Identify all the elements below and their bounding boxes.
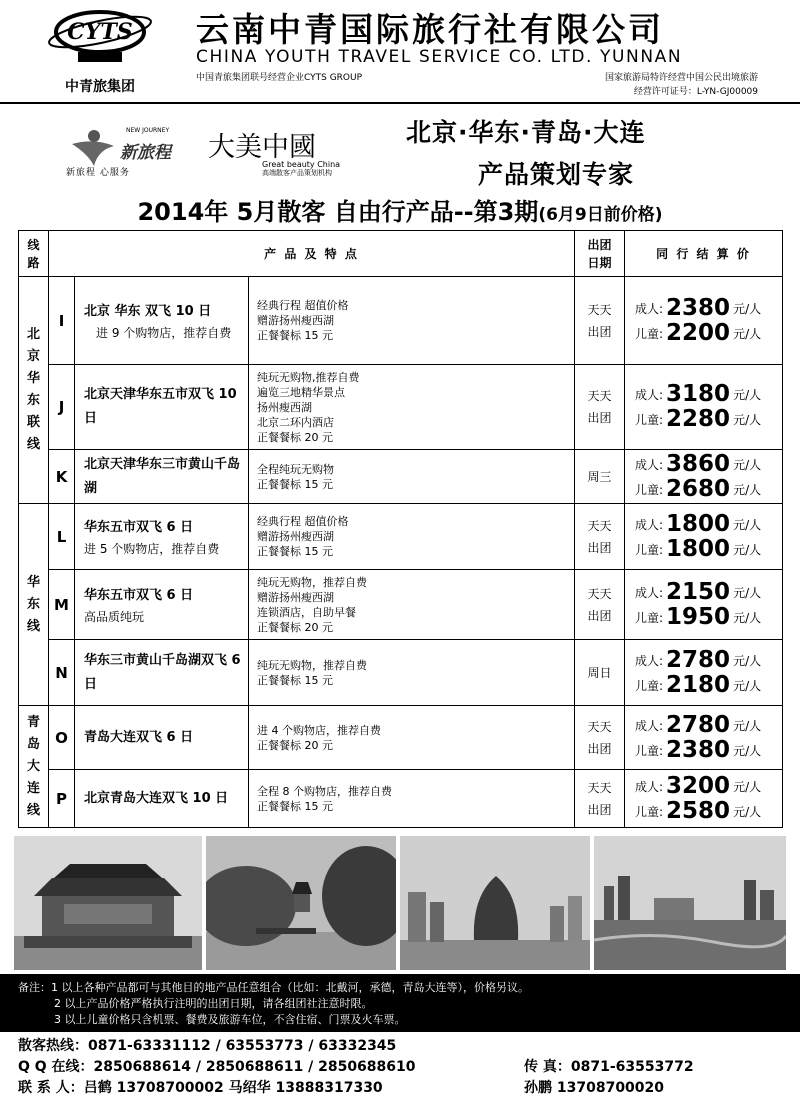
price-cell xyxy=(625,277,783,365)
child-price-line xyxy=(635,738,782,763)
adult-price-unit: 元/人 xyxy=(733,779,762,794)
route-group-name xyxy=(19,504,49,706)
product-name: 北京青岛大连双飞 10 日 xyxy=(84,790,229,806)
child-price-line xyxy=(635,605,782,630)
adult-price: 2150 xyxy=(666,578,731,605)
fax: 传 真：0871-63553772 xyxy=(524,1059,694,1075)
company-name-en: CHINA YOUTH TRAVEL SERVICE CO. LTD. YUNNAN xyxy=(196,47,683,67)
product-name-cell xyxy=(75,706,249,770)
child-price-unit: 元/人 xyxy=(733,482,762,497)
feature-line: 正餐餐标 20 元 xyxy=(257,620,333,634)
note-line-1: 备注：1 以上各种产品都可与其他目的地产品任意组合（比如：北戴河，承德，青岛大连等），价格另议。 xyxy=(18,981,529,994)
adult-price-unit: 元/人 xyxy=(733,653,762,668)
table-row xyxy=(19,570,783,640)
feature-line: 赠游扬州瘦西湖 xyxy=(257,590,334,604)
adult-price: 3200 xyxy=(666,772,731,799)
feature-line: 正餐餐标 15 元 xyxy=(257,477,333,491)
product-code: K xyxy=(49,450,75,504)
departure-text: 天天出团 xyxy=(587,719,612,756)
adult-price-unit: 元/人 xyxy=(733,301,762,316)
table-row xyxy=(19,450,783,504)
adult-price-label: 成人: xyxy=(635,718,664,733)
table-row xyxy=(19,365,783,450)
header-route-label: 线路 xyxy=(27,237,40,270)
adult-price-unit: 元/人 xyxy=(733,388,762,402)
departure-text: 天天出团 xyxy=(587,302,612,339)
child-price-unit: 元/人 xyxy=(733,413,762,427)
photo-tiananmen xyxy=(14,836,202,970)
child-price-label: 儿童: xyxy=(635,413,664,427)
feature-line: 进 4 个购物店，推荐自费 xyxy=(257,723,381,737)
photo-slender-west-lake xyxy=(206,836,396,970)
child-price-unit: 元/人 xyxy=(733,542,762,557)
product-name: 北京天津华东三市黄山千岛湖 xyxy=(84,456,241,496)
slogan-destinations: 北京·华东·青岛·大连 xyxy=(406,118,646,147)
adult-price-unit: 元/人 xyxy=(733,585,762,600)
child-price: 1800 xyxy=(666,535,731,562)
child-price-unit: 元/人 xyxy=(733,610,762,625)
photo-dalian-waterfront xyxy=(594,836,786,970)
product-name-cell xyxy=(75,277,249,365)
child-price-line xyxy=(635,321,782,346)
product-name: 青岛大连双飞 6 日 xyxy=(84,729,194,745)
cyts-logo-icon xyxy=(40,8,160,68)
adult-price-line xyxy=(635,512,782,537)
adult-price-unit: 元/人 xyxy=(733,718,762,733)
brand1-name: 新旅程 xyxy=(120,143,171,163)
product-code: O xyxy=(49,706,75,770)
price-cell xyxy=(625,770,783,828)
adult-price: 2780 xyxy=(666,711,731,738)
feature-line: 北京二环内酒店 xyxy=(257,415,334,429)
adult-price-unit: 元/人 xyxy=(733,517,762,532)
feature-line: 正餐餐标 20 元 xyxy=(257,738,333,752)
product-features xyxy=(249,570,575,640)
table-row xyxy=(19,706,783,770)
adult-price-line xyxy=(635,713,782,738)
departure-cell xyxy=(575,640,625,706)
product-features xyxy=(249,365,575,450)
note-line-3: 3 以上儿童价格只含机票、餐费及旅游车位，不含住宿、门票及火车票。 xyxy=(54,1013,406,1026)
note-line-2: 2 以上产品价格严格执行注明的出团日期，请各组团社注意时限。 xyxy=(54,997,373,1010)
adult-price-label: 成人: xyxy=(635,585,664,600)
product-code: I xyxy=(49,277,75,365)
table-row xyxy=(19,770,783,828)
product-code: P xyxy=(49,770,75,828)
price-cell xyxy=(625,450,783,504)
notes-panel xyxy=(0,974,800,1032)
feature-line: 纯玩无购物,推荐自费 xyxy=(257,370,360,384)
brand2-sub-cn: 高端散客产品策划机构 xyxy=(262,169,332,177)
adult-price: 1800 xyxy=(666,510,731,537)
child-price: 2580 xyxy=(666,797,731,824)
product-subnote: 高品质纯玩 xyxy=(84,609,145,624)
table-header-row xyxy=(19,231,783,277)
child-price-label: 儿童: xyxy=(635,678,664,693)
child-price-label: 儿童: xyxy=(635,482,664,497)
feature-line: 正餐餐标 20 元 xyxy=(257,430,333,444)
header-departure-label: 出团日期 xyxy=(587,237,612,270)
contact-people-2: 孙鹏 13708700020 xyxy=(524,1080,665,1096)
feature-line: 经典行程 超值价格 xyxy=(257,299,349,312)
child-price-unit: 元/人 xyxy=(733,743,762,758)
license-number: 经营许可证号：L-YN-GJ00009 xyxy=(633,87,758,97)
feature-line: 连锁酒店，自助早餐 xyxy=(257,605,356,619)
child-price-label: 儿童: xyxy=(635,743,664,758)
product-name-cell xyxy=(75,504,249,570)
page-header xyxy=(0,0,800,104)
child-price: 2180 xyxy=(666,671,731,698)
price-cell xyxy=(625,570,783,640)
child-price: 2200 xyxy=(666,319,731,346)
product-features xyxy=(249,504,575,570)
departure-cell xyxy=(575,277,625,365)
feature-line: 纯玩无购物，推荐自费 xyxy=(257,658,367,672)
product-subnote: 进 9 个购物店，推荐自费 xyxy=(96,325,232,340)
child-price-line xyxy=(635,673,782,698)
header-route xyxy=(19,231,49,277)
child-price: 2280 xyxy=(666,406,731,432)
child-price-line xyxy=(635,799,782,824)
product-name: 北京天津华东五市双飞 10 日 xyxy=(84,387,237,426)
route-group-name xyxy=(19,277,49,504)
feature-line: 遍览三地精华景点 xyxy=(257,385,345,399)
company-name-cn: 云南中青国际旅行社有限公司 xyxy=(196,10,664,49)
adult-price: 2780 xyxy=(666,646,731,673)
header-price: 同 行 结 算 价 xyxy=(625,231,783,277)
photo-qingdao-may-fourth-square xyxy=(400,836,590,970)
license-line-1: 国家旅游局特许经营中国公民出境旅游 xyxy=(604,73,758,83)
product-code: M xyxy=(49,570,75,640)
product-code: J xyxy=(49,365,75,450)
route-group-name xyxy=(19,706,49,828)
child-price: 2680 xyxy=(666,475,731,502)
departure-text: 周三 xyxy=(587,469,612,484)
adult-price-label: 成人: xyxy=(635,457,664,472)
table-row xyxy=(19,504,783,570)
product-name-cell xyxy=(75,365,249,450)
child-price-line xyxy=(635,477,782,502)
child-price-unit: 元/人 xyxy=(733,326,762,341)
logo-caption: 中青旅集团 xyxy=(65,79,135,95)
headline-date-note: (6月9日前价格) xyxy=(538,205,663,225)
product-features xyxy=(249,450,575,504)
departure-cell xyxy=(575,570,625,640)
departure-text: 天天出团 xyxy=(587,518,612,555)
adult-price-line xyxy=(635,452,782,477)
adult-price: 2380 xyxy=(666,294,731,321)
price-cell xyxy=(625,640,783,706)
departure-text: 天天出团 xyxy=(587,389,612,425)
price-cell xyxy=(625,365,783,450)
feature-line: 赠游扬州瘦西湖 xyxy=(257,314,334,327)
slogan-expert: 产品策划专家 xyxy=(478,160,635,189)
child-price-unit: 元/人 xyxy=(733,678,762,693)
route-group-label: 华东线 xyxy=(26,574,40,634)
product-features xyxy=(249,706,575,770)
product-subnote: 进 5 个购物店，推荐自费 xyxy=(84,541,220,556)
departure-text: 天天出团 xyxy=(587,780,612,817)
child-price-label: 儿童: xyxy=(635,542,664,557)
price-cell xyxy=(625,706,783,770)
feature-line: 经典行程 超值价格 xyxy=(257,515,349,528)
departure-cell xyxy=(575,504,625,570)
price-cell xyxy=(625,504,783,570)
table-row xyxy=(19,640,783,706)
departure-cell xyxy=(575,365,625,450)
feature-line: 全程纯玩无购物 xyxy=(257,462,334,476)
child-price-label: 儿童: xyxy=(635,610,664,625)
product-name: 华东五市双飞 6 日 xyxy=(84,587,194,603)
product-name: 华东五市双飞 6 日 xyxy=(84,519,194,535)
product-code: N xyxy=(49,640,75,706)
departure-cell xyxy=(575,770,625,828)
header-product: 产 品 及 特 点 xyxy=(49,231,575,277)
adult-price-unit: 元/人 xyxy=(733,457,762,472)
adult-price-label: 成人: xyxy=(635,301,664,316)
departure-text: 周日 xyxy=(587,665,612,680)
feature-line: 正餐餐标 15 元 xyxy=(257,545,333,558)
adult-price-line xyxy=(635,382,782,407)
feature-line: 赠游扬州瘦西湖 xyxy=(257,530,334,543)
adult-price: 3180 xyxy=(666,381,731,407)
route-group-label: 北京华东联线 xyxy=(26,327,40,452)
adult-price-label: 成人: xyxy=(635,779,664,794)
departure-text: 天天出团 xyxy=(587,586,612,623)
product-features xyxy=(249,640,575,706)
product-code: L xyxy=(49,504,75,570)
headline-main: 2014年 5月散客 自由行产品--第3期 xyxy=(137,198,539,226)
header-departure xyxy=(575,231,625,277)
brand1-en-text: NEW JOURNEY xyxy=(126,127,170,134)
child-price-unit: 元/人 xyxy=(733,804,762,819)
feature-line: 正餐餐标 15 元 xyxy=(257,799,333,813)
departure-cell xyxy=(575,706,625,770)
adult-price-line xyxy=(635,648,782,673)
feature-line: 全程 8 个购物店，推荐自费 xyxy=(257,784,392,798)
table-row xyxy=(19,277,783,365)
feature-line: 正餐餐标 15 元 xyxy=(257,329,333,342)
adult-price-line xyxy=(635,580,782,605)
feature-line: 纯玩无购物，推荐自费 xyxy=(257,575,367,589)
brand1-slogan: 新旅程 心服务 xyxy=(66,168,130,178)
child-price-line xyxy=(635,537,782,562)
adult-price: 3860 xyxy=(666,450,731,477)
issue-headline xyxy=(0,192,800,227)
child-price-line xyxy=(635,407,782,432)
product-name: 华东三市黄山千岛湖双飞 6 日 xyxy=(84,652,241,692)
route-group-label: 青岛大连线 xyxy=(26,714,40,818)
brand2-caption xyxy=(262,160,340,178)
product-name-cell xyxy=(75,770,249,828)
adult-price-line xyxy=(635,296,782,321)
adult-price-line xyxy=(635,774,782,799)
feature-line: 正餐餐标 15 元 xyxy=(257,673,333,687)
product-name-cell xyxy=(75,450,249,504)
child-price-label: 儿童: xyxy=(635,326,664,341)
product-features xyxy=(249,277,575,365)
child-price: 2380 xyxy=(666,736,731,763)
group-note: 中国青旅集团联号经营企业CYTS GROUP xyxy=(196,73,363,83)
qq-online: Q Q 在线：2850688614 / 2850688611 / 2850688610 xyxy=(18,1059,416,1075)
child-price: 1950 xyxy=(666,603,731,630)
adult-price-label: 成人: xyxy=(635,653,664,668)
brand2-name: 大美中國 xyxy=(208,132,316,163)
contact-people: 联 系 人：吕鹤 13708700002 马绍华 13888317330 xyxy=(18,1080,383,1096)
product-name-cell xyxy=(75,640,249,706)
adult-price-label: 成人: xyxy=(635,388,664,402)
departure-cell xyxy=(575,450,625,504)
adult-price-label: 成人: xyxy=(635,517,664,532)
product-price-table xyxy=(18,230,783,828)
product-name: 北京 华东 双飞 10 日 xyxy=(84,303,212,319)
product-name-cell xyxy=(75,570,249,640)
hotline: 散客热线：0871-63331112 / 63553773 / 63332345 xyxy=(18,1038,397,1054)
product-features xyxy=(249,770,575,828)
svg-text:CYTS: CYTS xyxy=(67,19,133,45)
brand2-en: Great beauty China xyxy=(262,160,341,169)
child-price-label: 儿童: xyxy=(635,804,664,819)
feature-line: 扬州瘦西湖 xyxy=(257,400,312,414)
